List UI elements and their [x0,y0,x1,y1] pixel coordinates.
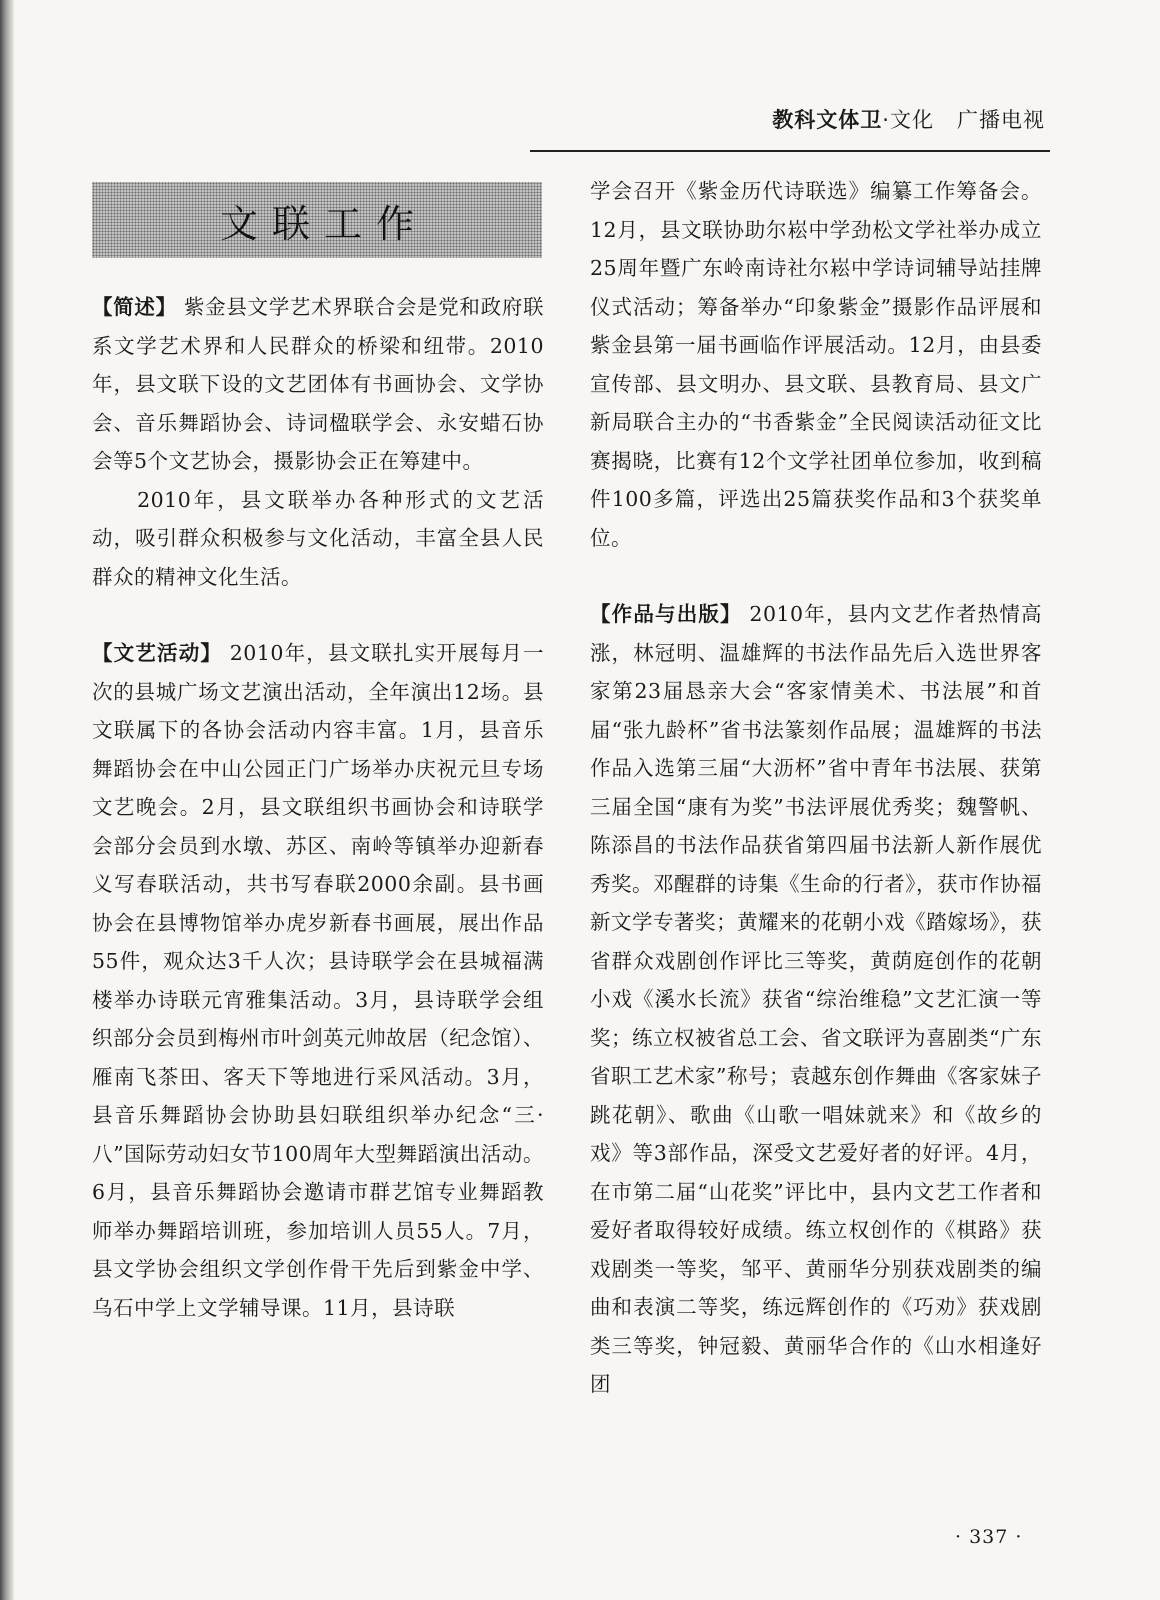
paragraph-text: 紫金县文学艺术界联合会是党和政府联系文学艺术界和人民群众的桥梁和纽带。2010年，县文联下设的文艺团体有书画协会、文学协会、音乐舞蹈协会、诗词楹联学会、永安蜡石协会等5个文艺协会，摄影协会正在筹建中。 [92,295,545,473]
paragraph-activities [92,634,544,1327]
paragraph-activities-cont [590,172,1042,557]
paragraph-works [590,595,1042,1404]
paragraph-text: 2010年，县文联举办各种形式的文艺活动，吸引群众积极参与文化活动，丰富全县人民群众的精神文化生活。 [92,487,544,589]
paragraph-text: 2010年，县内文艺作者热情高涨，林冠明、温雄辉的书法作品先后入选世界客家第23届恳亲大会“客家情美术、书法展”和首届“张九龄杯”省书法篆刻作品展；温雄辉的书法作品入选第三届“大沥杯”省中青年书法展、获第三届全国“康有为奖”书法评展优秀奖；魏警帆、陈添昌的书法作品获省第四届书法新人新作展优秀奖。邓醒群的诗集《生命的行者》，获市作协福新文学专著奖；黄耀来的花朝小戏《踏嫁场》，获省群众戏剧创作评比三等奖，黄荫庭创作的花朝小戏《溪水长流》获省“综治维稳”文艺汇演一等奖；练立权被省总工会、省文联评为喜剧类“广东省职工艺术家”称号；袁越东创作舞曲《客家妹子跳花朝》、歌曲《山歌一唱妹就来》和《故乡的戏》等3部作品，深受文艺爱好者的好评。4月，在市第二届“山花奖”评比中，县内文艺工作者和爱好者取得较好成绩。练立权创作的《棋路》获戏剧类一等奖，邹平、黄丽华分别获戏剧类的编曲和表演二等奖，练远辉创作的《巧劝》获戏剧类三等奖，钟冠毅、黄丽华合作的《山水相逢好团 [590,602,1043,1396]
header-sub1: 文化 [889,108,934,132]
left-column [92,288,544,1327]
paragraph-tag: 【简述】 [92,295,177,319]
running-header [700,104,1045,134]
header-sub2: 广播电视 [957,108,1045,132]
paragraph-tag: 【文艺活动】 [92,641,223,665]
header-section: 教科文体卫 [772,108,883,132]
paragraph-intro [92,481,544,597]
header-separator: · [882,108,890,132]
right-column [590,172,1042,1404]
paragraph-summary [92,288,544,481]
page-binding-shadow [0,0,14,1600]
paragraph-tag: 【作品与出版】 [590,602,742,626]
paragraph-text: 学会召开《紫金历代诗联选》编纂工作筹备会。12月，县文联协助尔崧中学劲松文学社举办成立25周年暨广东岭南诗社尔崧中学诗词辅导站挂牌仪式活动；筹备举办“印象紫金”摄影作品评展和紫金县第一届书画临作评展活动。12月，由县委宣传部、县文明办、县文联、县教育局、县文广新局联合主办的“书香紫金”全民阅读活动征文比赛揭晓，比赛有12个文学社团单位参加，收到稿件100多篇，评选出25篇获奖作品和3个获奖单位。 [590,179,1042,550]
header-rule [530,150,1050,152]
section-title: 文联工作 [219,201,428,246]
section-title-box [92,182,542,258]
paragraph-text: 2010年，县文联扎实开展每月一次的县城广场文艺演出活动，全年演出12场。县文联属下的各协会活动内容丰富。1月，县音乐舞蹈协会在中山公园正门广场举办庆祝元旦专场文艺晚会。2月，县文联组织书画协会和诗联学会部分会员到水墩、苏区、南岭等镇举办迎新春义写春联活动，共书写春联2000余副。县书画协会在县博物馆举办虎岁新春书画展，展出作品55件，观众达3千人次；县诗联学会在县城福满楼举办诗联元宵雅集活动。3月，县诗联学会组织部分会员到梅州市叶剑英元帅故居（纪念馆）、雁南飞茶田、客天下等地进行采风活动。3月，县音乐舞蹈协会协助县妇联组织举办纪念“三·八”国际劳动妇女节100周年大型舞蹈演出活动。6月，县音乐舞蹈协会邀请市群艺馆专业舞蹈教师举办舞蹈培训班，参加培训人员55人。7月，县文学协会组织文学创作骨干先后到紫金中学、乌石中学上文学辅导课。11月，县诗联 [92,641,544,1320]
page-number: · 337 · [955,1526,1023,1548]
